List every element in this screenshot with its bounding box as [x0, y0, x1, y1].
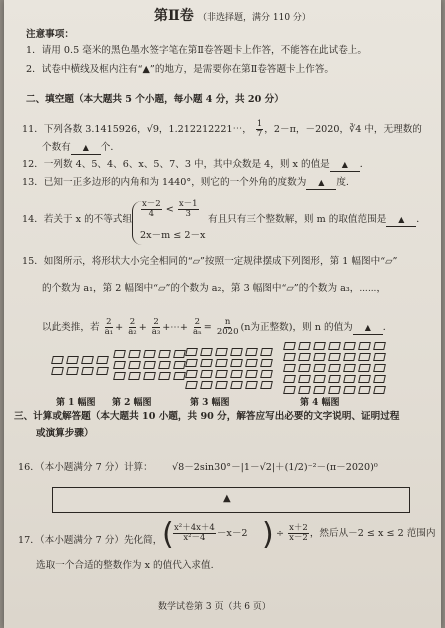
parallelogram-shape — [358, 342, 371, 350]
parallelogram-shape — [215, 348, 228, 356]
parallelogram-shape — [283, 342, 296, 350]
parallelogram-shape — [113, 361, 126, 369]
q11-answer-blank: ▲ — [71, 142, 101, 155]
parallelogram-shape — [245, 370, 258, 378]
parallelogram-shape — [230, 359, 243, 367]
q16-label: 16．（本小题满分 7 分）计算： — [18, 462, 153, 473]
parallelogram-shape — [173, 350, 186, 358]
parallelogram-shape — [343, 364, 356, 372]
parallelogram-shape — [81, 356, 94, 364]
parallelogram-shape — [298, 375, 311, 383]
q12-text: 12．一列数 4、5、4、6、x、5、7、3 中，其中众数是 4，则 x 的值是 ▲ ． — [22, 159, 370, 170]
parallelogram-shape — [343, 342, 356, 350]
parallelogram-shape — [51, 356, 64, 364]
q16-answer-marker: ▲ — [223, 493, 231, 504]
parallelogram-shape — [200, 370, 213, 378]
parallelogram-shape — [66, 356, 79, 364]
parallelogram-shape — [328, 386, 341, 394]
parallelogram-shape — [128, 361, 141, 369]
parallelogram-shape — [373, 364, 386, 372]
parallelogram-shape — [313, 386, 326, 394]
parallelogram-shape — [185, 348, 198, 356]
parallelogram-shape — [298, 342, 311, 350]
parallelogram-shape — [358, 375, 371, 383]
parallelogram-shape — [200, 359, 213, 367]
parallelogram-shape — [373, 342, 386, 350]
q17-right-paren: ) — [262, 517, 274, 552]
parallelogram-shape — [245, 348, 258, 356]
parallelogram-shape — [298, 364, 311, 372]
parallelogram-shape — [245, 381, 258, 389]
section-title: 第Ⅱ卷 — [154, 8, 194, 24]
parallelogram-shape — [358, 386, 371, 394]
parallelogram-shape — [328, 342, 341, 350]
q16-answer-box — [52, 487, 410, 513]
parallelogram-shape — [245, 359, 258, 367]
figure-label-2: 第 2 幅图 — [112, 398, 152, 408]
parallelogram-shape — [313, 375, 326, 383]
parallelogram-shape — [230, 348, 243, 356]
parallelogram-shape — [298, 353, 311, 361]
parallelogram-shape — [343, 386, 356, 394]
parallelogram-shape — [96, 367, 109, 375]
page-footer: 数学试卷第 3 页（共 6 页） — [158, 602, 271, 612]
parallelogram-shape — [260, 370, 273, 378]
q17-divisor: ÷ $\frac{x+2}{x-2}$ ，然后从－2 ≤ x ≤ 2 范围内 — [276, 523, 436, 543]
exam-page — [4, 0, 441, 628]
parallelogram-shape — [96, 356, 109, 364]
parallelogram-shape — [66, 367, 79, 375]
q17-line2: 选取一个合适的整数作为 x 的值代入求值. — [36, 560, 214, 571]
parallelogram-shape — [283, 386, 296, 394]
section-subtitle: （非选择题，满分 110 分） — [198, 13, 311, 23]
parallelogram-shape — [215, 359, 228, 367]
notice-item-2: 2．试卷中横线及框内注有“▲”的地方，是需要你在第Ⅱ卷答题卡上作答。 — [26, 64, 335, 75]
q11-fraction: $\frac{1}{7}$ — [256, 119, 263, 139]
notice-heading: 注意事项： — [26, 29, 74, 40]
figure-label-3: 第 3 幅图 — [190, 398, 230, 408]
parallelogram-shape — [298, 386, 311, 394]
section3-heading-2: 或演算步骤） — [36, 428, 94, 439]
q15-line1: 15．如图所示，将形状大小完全相同的“▱”按照一定规律摆成下列图形，第 1 幅图中“▱” — [22, 256, 398, 267]
q14-answer-blank: ▲ — [386, 214, 416, 227]
parallelogram-shape — [328, 375, 341, 383]
q16-expression: √8－2sin30°－|1－√2|＋(1/2)⁻²－(π－2020)⁰ — [172, 462, 378, 473]
parallelogram-shape — [358, 353, 371, 361]
parallelogram-shape — [143, 361, 156, 369]
parallelogram-shape — [313, 364, 326, 372]
parallelogram-shape — [373, 375, 386, 383]
notice-item-1: 1．请用 0.5 毫米的黑色墨水签字笔在第Ⅱ卷答题卡上作答，不能答在此试卷上。 — [26, 45, 367, 56]
parallelogram-shape — [158, 350, 171, 358]
parallelogram-shape — [173, 372, 186, 380]
q15-line2: 的个数为 a₁，第 2 幅图中“▱”的个数为 a₂，第 3 幅图中“▱”的个数为 a₃，⋯⋯， — [42, 283, 387, 294]
parallelogram-shape — [113, 372, 126, 380]
q14-suffix: 有且只有三个整数解，则 m 的取值范围是 ▲ ． — [208, 214, 426, 225]
parallelogram-shape — [185, 359, 198, 367]
section2-heading: 二、填空题（本大题共 5 个小题，每小题 4 分，共 20 分） — [26, 94, 284, 105]
q17-expression: $\frac{\text{x²＋4x＋4}}{\text{x²－4}}$ －x－2 — [174, 523, 248, 543]
parallelogram-shape — [215, 381, 228, 389]
parallelogram-shape — [283, 353, 296, 361]
parallelogram-shape — [343, 353, 356, 361]
q11-line1: 11．下列各数 3.1415926，√9，1.212212221⋯， $\frac{1}{7}$ ，2－π，－2020，∛4 中，无理数的 — [22, 119, 422, 139]
q14-prefix: 14．若关于 x 的不等式组 — [22, 214, 133, 225]
parallelogram-shape — [143, 350, 156, 358]
figure-label-4: 第 4 幅图 — [300, 398, 340, 408]
parallelogram-shape — [283, 375, 296, 383]
q14-inequality-1: $\frac{x-2}{4}$ < $\frac{x-1}{3}$ — [142, 199, 198, 219]
parallelogram-shape — [113, 350, 126, 358]
q14-inequality-2: 2x－m ≤ 2－x — [140, 230, 206, 241]
parallelogram-shape — [81, 367, 94, 375]
q15-answer-blank: ▲ — [353, 322, 383, 335]
parallelogram-shape — [215, 370, 228, 378]
q13-answer-blank: ▲ — [306, 177, 336, 190]
q17-label: 17．（本小题满分 7 分）先化简， — [18, 535, 163, 546]
parallelogram-shape — [200, 381, 213, 389]
q11-line2: 个数有 ▲ 个． — [42, 142, 120, 153]
parallelogram-shape — [200, 348, 213, 356]
q12-answer-blank: ▲ — [330, 159, 360, 172]
parallelogram-shape — [260, 359, 273, 367]
parallelogram-shape — [373, 386, 386, 394]
figure-label-1: 第 1 幅图 — [56, 398, 96, 408]
parallelogram-shape — [158, 361, 171, 369]
parallelogram-shape — [185, 370, 198, 378]
parallelogram-shape — [230, 370, 243, 378]
parallelogram-shape — [260, 348, 273, 356]
q17-left-paren: ( — [162, 517, 174, 552]
parallelogram-shape — [51, 367, 64, 375]
parallelogram-shape — [158, 372, 171, 380]
parallelogram-shape — [260, 381, 273, 389]
q15-line3: 以此类推，若 $\frac{2}{\text{a₁}}$ + $\frac{2}{\text{a₂}}$ + $\frac{2}{\text{a₃}}$ +⋯+ $\frac{2}{\text{aₙ}}$ = $\frac{n}{2020}$ (n为正整数)，则 n 的值为 ▲ ． — [42, 317, 393, 337]
parallelogram-shape — [328, 364, 341, 372]
parallelogram-shape — [343, 375, 356, 383]
section3-heading: 三、计算或解答题（本大题共 10 小题，共 90 分，解答应写出必要的文字说明、证明过程 — [14, 411, 400, 422]
parallelogram-shape — [283, 364, 296, 372]
parallelogram-shape — [173, 361, 186, 369]
parallelogram-shape — [230, 381, 243, 389]
q13-text: 13．已知一正多边形的内角和为 1440°，则它的一个外角的度数为 ▲ 度. — [22, 177, 349, 188]
parallelogram-shape — [313, 342, 326, 350]
parallelogram-shape — [128, 350, 141, 358]
parallelogram-shape — [185, 381, 198, 389]
parallelogram-shape — [143, 372, 156, 380]
parallelogram-shape — [373, 353, 386, 361]
parallelogram-shape — [358, 364, 371, 372]
parallelogram-shape — [128, 372, 141, 380]
parallelogram-shape — [328, 353, 341, 361]
parallelogram-shape — [313, 353, 326, 361]
